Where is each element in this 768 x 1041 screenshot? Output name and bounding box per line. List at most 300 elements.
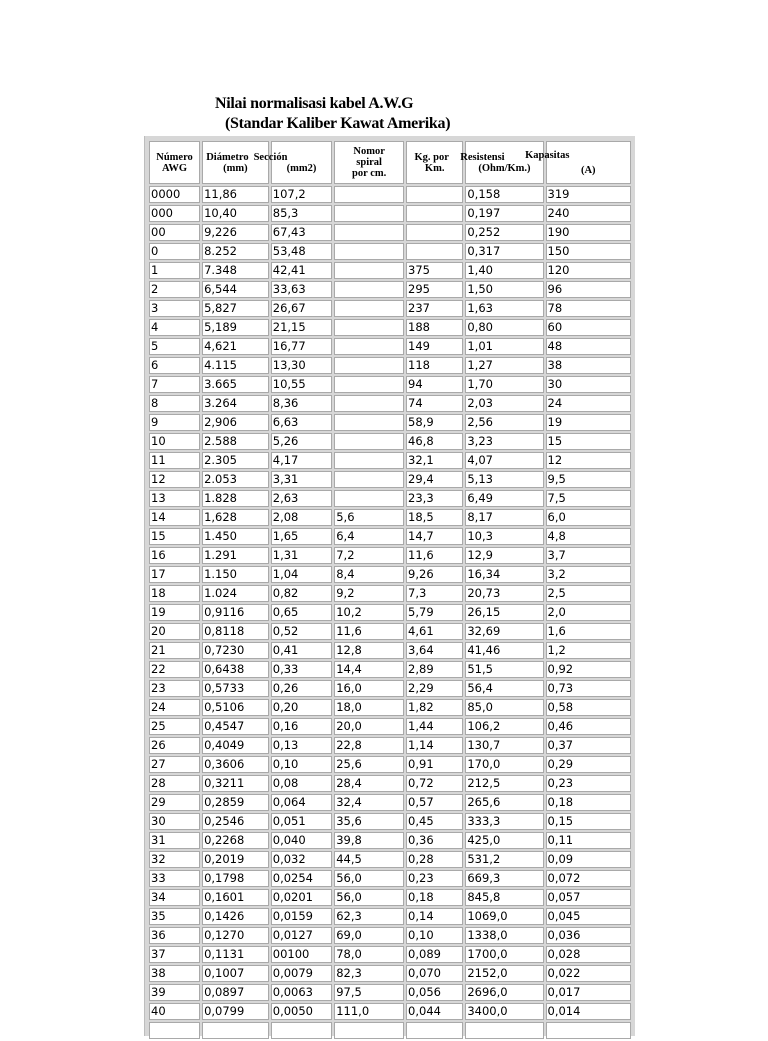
awg-table [147, 139, 633, 1041]
table-row [149, 509, 631, 526]
cell-kg-per-km: 4,61 [406, 623, 463, 640]
table-body [149, 186, 631, 1039]
cell-awg: 13 [149, 490, 200, 507]
cell-awg: 30 [149, 813, 200, 830]
cell-spiral: 78,0 [334, 946, 404, 963]
cell-spiral: 39,8 [334, 832, 404, 849]
cell-awg: 32 [149, 851, 200, 868]
table-row [149, 414, 631, 431]
cell-resistance: 1,63 [465, 300, 543, 317]
cell-kg-per-km: 375 [406, 262, 463, 279]
cell-section: 2,63 [271, 490, 332, 507]
cell-kg-per-km: 0,10 [406, 927, 463, 944]
cell-resistance: 16,34 [465, 566, 543, 583]
cell-section: 0,65 [271, 604, 332, 621]
header-kg-per-km: Kg. por Km. [406, 141, 463, 184]
cell-resistance: 32,69 [465, 623, 543, 640]
cell-resistance: 8,17 [465, 509, 543, 526]
cell-kg-per-km: 0,18 [406, 889, 463, 906]
header-spiral: Nomor spiral por cm. [334, 141, 404, 184]
table-row [149, 566, 631, 583]
cell-kg-per-km: 2,29 [406, 680, 463, 697]
table-row [149, 604, 631, 621]
cell-resistance: 20,73 [465, 585, 543, 602]
cell-diameter: 2.588 [202, 433, 269, 450]
cell-spiral: 97,5 [334, 984, 404, 1001]
cell-spiral: 22,8 [334, 737, 404, 754]
cell-section: 0,16 [271, 718, 332, 735]
table-row [149, 680, 631, 697]
cell-kg-per-km: 149 [406, 338, 463, 355]
cell-capacity: 7,5 [546, 490, 631, 507]
cell-section: 0,0159 [271, 908, 332, 925]
cell-capacity: 19 [546, 414, 631, 431]
cell-spiral [334, 357, 404, 374]
cell-diameter: 10,40 [202, 205, 269, 222]
cell-section: 10,55 [271, 376, 332, 393]
cell-section: 0,051 [271, 813, 332, 830]
cell-spiral [334, 395, 404, 412]
cell-section: 85,3 [271, 205, 332, 222]
cell-capacity: 0,73 [546, 680, 631, 697]
cell-diameter: 1.150 [202, 566, 269, 583]
title-line-2: (Standar Kaliber Kawat Amerika) [225, 115, 451, 132]
cell-resistance: 2696,0 [465, 984, 543, 1001]
cell-section: 0,0050 [271, 1003, 332, 1020]
cell-resistance: 0,80 [465, 319, 543, 336]
cell-diameter: 0,9116 [202, 604, 269, 621]
cell-capacity: 6,0 [546, 509, 631, 526]
table-row [149, 946, 631, 963]
cell-diameter: 0,5733 [202, 680, 269, 697]
cell-awg: 3 [149, 300, 200, 317]
cell-awg: 20 [149, 623, 200, 640]
cell-spiral [334, 224, 404, 241]
cell-kg-per-km: 295 [406, 281, 463, 298]
cell-awg: 18 [149, 585, 200, 602]
cell-diameter: 0,1007 [202, 965, 269, 982]
cell-kg-per-km: 23,3 [406, 490, 463, 507]
cell-diameter: 5,189 [202, 319, 269, 336]
cell-capacity: 0,072 [546, 870, 631, 887]
cell-kg-per-km: 0,57 [406, 794, 463, 811]
cell-resistance: 0,197 [465, 205, 543, 222]
cell-diameter: 1.828 [202, 490, 269, 507]
cell-kg-per-km: 74 [406, 395, 463, 412]
cell-diameter: 5,827 [202, 300, 269, 317]
cell-spiral: 111,0 [334, 1003, 404, 1020]
cell-diameter: 3.665 [202, 376, 269, 393]
cell-spiral: 6,4 [334, 528, 404, 545]
cell-awg: 0 [149, 243, 200, 260]
cell-section: 0,33 [271, 661, 332, 678]
cell-capacity: 319 [546, 186, 631, 203]
cell-capacity: 1,2 [546, 642, 631, 659]
table-row [149, 813, 631, 830]
cell-section: 0,20 [271, 699, 332, 716]
cell-diameter: 1.450 [202, 528, 269, 545]
cell-capacity: 0,29 [546, 756, 631, 773]
cell-awg: 40 [149, 1003, 200, 1020]
cell-capacity: 38 [546, 357, 631, 374]
cell-capacity: 0,057 [546, 889, 631, 906]
cell-spiral: 16,0 [334, 680, 404, 697]
cell-resistance: 1,27 [465, 357, 543, 374]
cell-kg-per-km: 0,36 [406, 832, 463, 849]
cell-awg: 000 [149, 205, 200, 222]
cell-diameter: 0,2859 [202, 794, 269, 811]
header-section: Sección (mm2) [271, 141, 332, 184]
cell-awg: 1 [149, 262, 200, 279]
cell-diameter: 0,7230 [202, 642, 269, 659]
cell-resistance: 12,9 [465, 547, 543, 564]
cell-spiral [334, 262, 404, 279]
cell-resistance: 1069,0 [465, 908, 543, 925]
cell-empty [406, 1022, 463, 1039]
cell-awg: 17 [149, 566, 200, 583]
cell-section: 67,43 [271, 224, 332, 241]
cell-kg-per-km: 1,14 [406, 737, 463, 754]
cell-kg-per-km: 0,45 [406, 813, 463, 830]
table-row [149, 623, 631, 640]
cell-capacity: 24 [546, 395, 631, 412]
table-row [149, 376, 631, 393]
cell-kg-per-km [406, 224, 463, 241]
cell-kg-per-km: 0,72 [406, 775, 463, 792]
table-row-empty [149, 1022, 631, 1039]
cell-empty [149, 1022, 200, 1039]
cell-spiral: 8,4 [334, 566, 404, 583]
cell-kg-per-km: 0,070 [406, 965, 463, 982]
cell-capacity: 2,5 [546, 585, 631, 602]
table-row [149, 243, 631, 260]
document-title [215, 94, 450, 134]
cell-diameter: 0,2019 [202, 851, 269, 868]
cell-kg-per-km: 32,1 [406, 452, 463, 469]
cell-awg: 29 [149, 794, 200, 811]
cell-awg: 23 [149, 680, 200, 697]
cell-section: 0,0079 [271, 965, 332, 982]
cell-capacity: 0,11 [546, 832, 631, 849]
table-row [149, 661, 631, 678]
table-row [149, 889, 631, 906]
cell-kg-per-km: 46,8 [406, 433, 463, 450]
cell-diameter: 0,5106 [202, 699, 269, 716]
cell-diameter: 0,1270 [202, 927, 269, 944]
cell-section: 2,08 [271, 509, 332, 526]
table-row [149, 908, 631, 925]
cell-spiral [334, 414, 404, 431]
cell-awg: 27 [149, 756, 200, 773]
cell-capacity: 0,045 [546, 908, 631, 925]
cell-spiral [334, 338, 404, 355]
cell-empty [202, 1022, 269, 1039]
cell-kg-per-km [406, 205, 463, 222]
cell-capacity: 1,6 [546, 623, 631, 640]
table-row [149, 870, 631, 887]
cell-resistance: 0,317 [465, 243, 543, 260]
cell-spiral: 62,3 [334, 908, 404, 925]
header-resistance: Resistensi (Ohm/Km.) [465, 141, 543, 184]
cell-kg-per-km: 0,91 [406, 756, 463, 773]
cell-spiral: 32,4 [334, 794, 404, 811]
cell-awg: 8 [149, 395, 200, 412]
cell-section: 0,13 [271, 737, 332, 754]
cell-diameter: 4,621 [202, 338, 269, 355]
cell-spiral [334, 452, 404, 469]
cell-resistance: 531,2 [465, 851, 543, 868]
cell-resistance: 56,4 [465, 680, 543, 697]
table-row [149, 224, 631, 241]
cell-capacity: 120 [546, 262, 631, 279]
cell-awg: 36 [149, 927, 200, 944]
cell-kg-per-km: 118 [406, 357, 463, 374]
cell-kg-per-km: 0,089 [406, 946, 463, 963]
cell-diameter: 3.264 [202, 395, 269, 412]
table-row [149, 737, 631, 754]
cell-capacity: 2,0 [546, 604, 631, 621]
cell-spiral: 28,4 [334, 775, 404, 792]
cell-resistance: 1,01 [465, 338, 543, 355]
cell-awg: 0000 [149, 186, 200, 203]
cell-spiral: 10,2 [334, 604, 404, 621]
cell-awg: 35 [149, 908, 200, 925]
cell-capacity: 0,58 [546, 699, 631, 716]
cell-kg-per-km: 29,4 [406, 471, 463, 488]
cell-diameter: 0,6438 [202, 661, 269, 678]
cell-diameter: 0,0799 [202, 1003, 269, 1020]
cell-section: 107,2 [271, 186, 332, 203]
table-row [149, 319, 631, 336]
cell-capacity: 0,028 [546, 946, 631, 963]
cell-spiral: 14,4 [334, 661, 404, 678]
cell-resistance: 5,13 [465, 471, 543, 488]
cell-empty [334, 1022, 404, 1039]
cell-resistance: 212,5 [465, 775, 543, 792]
cell-resistance: 333,3 [465, 813, 543, 830]
cell-diameter: 0,1426 [202, 908, 269, 925]
cell-spiral [334, 300, 404, 317]
cell-kg-per-km: 1,44 [406, 718, 463, 735]
cell-diameter: 0,4547 [202, 718, 269, 735]
table-row [149, 718, 631, 735]
cell-resistance: 2152,0 [465, 965, 543, 982]
table-row [149, 794, 631, 811]
cell-awg: 11 [149, 452, 200, 469]
cell-kg-per-km: 18,5 [406, 509, 463, 526]
cell-diameter: 0,1798 [202, 870, 269, 887]
cell-section: 1,65 [271, 528, 332, 545]
cell-capacity: 0,92 [546, 661, 631, 678]
cell-resistance: 1700,0 [465, 946, 543, 963]
cell-empty [271, 1022, 332, 1039]
cell-resistance: 85,0 [465, 699, 543, 716]
table-row [149, 642, 631, 659]
table-row [149, 186, 631, 203]
cell-section: 0,08 [271, 775, 332, 792]
cell-resistance: 265,6 [465, 794, 543, 811]
cell-awg: 22 [149, 661, 200, 678]
cell-resistance: 1,50 [465, 281, 543, 298]
table-row [149, 262, 631, 279]
cell-capacity: 0,37 [546, 737, 631, 754]
cell-section: 0,064 [271, 794, 332, 811]
cell-awg: 31 [149, 832, 200, 849]
cell-kg-per-km: 0,23 [406, 870, 463, 887]
cell-diameter: 0,3606 [202, 756, 269, 773]
cell-spiral: 82,3 [334, 965, 404, 982]
cell-capacity: 78 [546, 300, 631, 317]
cell-section: 0,032 [271, 851, 332, 868]
cell-resistance: 26,15 [465, 604, 543, 621]
cell-empty [546, 1022, 631, 1039]
cell-kg-per-km: 188 [406, 319, 463, 336]
cell-resistance: 170,0 [465, 756, 543, 773]
cell-capacity: 0,014 [546, 1003, 631, 1020]
cell-capacity: 12 [546, 452, 631, 469]
cell-kg-per-km [406, 186, 463, 203]
cell-spiral: 20,0 [334, 718, 404, 735]
cell-diameter: 1,628 [202, 509, 269, 526]
cell-capacity: 60 [546, 319, 631, 336]
cell-capacity: 0,18 [546, 794, 631, 811]
table-row [149, 984, 631, 1001]
cell-capacity: 0,017 [546, 984, 631, 1001]
table-row [149, 1003, 631, 1020]
cell-diameter: 11,86 [202, 186, 269, 203]
table-row [149, 281, 631, 298]
cell-spiral [334, 281, 404, 298]
table-row [149, 433, 631, 450]
cell-spiral [334, 319, 404, 336]
cell-section: 0,040 [271, 832, 332, 849]
cell-capacity: 15 [546, 433, 631, 450]
table-row [149, 585, 631, 602]
table-row [149, 699, 631, 716]
cell-capacity: 150 [546, 243, 631, 260]
cell-diameter: 2.053 [202, 471, 269, 488]
cell-spiral: 25,6 [334, 756, 404, 773]
cell-capacity: 9,5 [546, 471, 631, 488]
table-row [149, 395, 631, 412]
cell-section: 0,52 [271, 623, 332, 640]
cell-section: 0,0127 [271, 927, 332, 944]
cell-spiral [334, 205, 404, 222]
cell-resistance: 0,252 [465, 224, 543, 241]
cell-spiral: 12,8 [334, 642, 404, 659]
cell-awg: 37 [149, 946, 200, 963]
cell-kg-per-km: 1,82 [406, 699, 463, 716]
cell-awg: 25 [149, 718, 200, 735]
cell-resistance: 3400,0 [465, 1003, 543, 1020]
cell-kg-per-km: 237 [406, 300, 463, 317]
cell-section: 6,63 [271, 414, 332, 431]
cell-kg-per-km: 0,044 [406, 1003, 463, 1020]
cell-section: 0,41 [271, 642, 332, 659]
cell-diameter: 0,3211 [202, 775, 269, 792]
cell-diameter: 0,2268 [202, 832, 269, 849]
header-capacity: Kapasitas (A) [546, 141, 631, 184]
cell-diameter: 6,544 [202, 281, 269, 298]
cell-spiral [334, 433, 404, 450]
cell-diameter: 8.252 [202, 243, 269, 260]
cell-kg-per-km: 14,7 [406, 528, 463, 545]
cell-spiral: 69,0 [334, 927, 404, 944]
cell-section: 53,48 [271, 243, 332, 260]
cell-capacity: 3,7 [546, 547, 631, 564]
table-row [149, 756, 631, 773]
cell-capacity: 190 [546, 224, 631, 241]
cell-section: 00100 [271, 946, 332, 963]
cell-empty [465, 1022, 543, 1039]
cell-awg: 24 [149, 699, 200, 716]
cell-awg: 10 [149, 433, 200, 450]
cell-capacity: 0,036 [546, 927, 631, 944]
cell-spiral: 56,0 [334, 870, 404, 887]
cell-spiral: 35,6 [334, 813, 404, 830]
cell-awg: 26 [149, 737, 200, 754]
cell-awg: 00 [149, 224, 200, 241]
cell-resistance: 2,56 [465, 414, 543, 431]
table-row [149, 300, 631, 317]
cell-awg: 19 [149, 604, 200, 621]
cell-resistance: 1,40 [465, 262, 543, 279]
cell-resistance: 669,3 [465, 870, 543, 887]
cell-awg: 28 [149, 775, 200, 792]
cell-resistance: 0,158 [465, 186, 543, 203]
cell-capacity: 96 [546, 281, 631, 298]
cell-resistance: 51,5 [465, 661, 543, 678]
table-row [149, 927, 631, 944]
cell-awg: 15 [149, 528, 200, 545]
table-header-row [149, 141, 631, 184]
cell-awg: 2 [149, 281, 200, 298]
table-row [149, 471, 631, 488]
cell-kg-per-km: 11,6 [406, 547, 463, 564]
cell-spiral: 11,6 [334, 623, 404, 640]
cell-section: 0,0063 [271, 984, 332, 1001]
cell-awg: 9 [149, 414, 200, 431]
table-row [149, 775, 631, 792]
table-row [149, 965, 631, 982]
cell-section: 8,36 [271, 395, 332, 412]
cell-diameter: 7.348 [202, 262, 269, 279]
cell-section: 1,31 [271, 547, 332, 564]
table-row [149, 205, 631, 222]
cell-kg-per-km: 0,14 [406, 908, 463, 925]
cell-section: 3,31 [271, 471, 332, 488]
cell-capacity: 3,2 [546, 566, 631, 583]
cell-diameter: 0,0897 [202, 984, 269, 1001]
table-row [149, 547, 631, 564]
cell-section: 0,26 [271, 680, 332, 697]
cell-capacity: 48 [546, 338, 631, 355]
cell-kg-per-km: 5,79 [406, 604, 463, 621]
cell-resistance: 3,23 [465, 433, 543, 450]
cell-kg-per-km: 2,89 [406, 661, 463, 678]
cell-resistance: 1,70 [465, 376, 543, 393]
cell-spiral [334, 376, 404, 393]
cell-awg: 5 [149, 338, 200, 355]
header-awg: Número AWG [149, 141, 200, 184]
cell-awg: 4 [149, 319, 200, 336]
cell-kg-per-km [406, 243, 463, 260]
cell-awg: 7 [149, 376, 200, 393]
cell-awg: 16 [149, 547, 200, 564]
cell-awg: 34 [149, 889, 200, 906]
cell-section: 0,10 [271, 756, 332, 773]
cell-capacity: 4,8 [546, 528, 631, 545]
